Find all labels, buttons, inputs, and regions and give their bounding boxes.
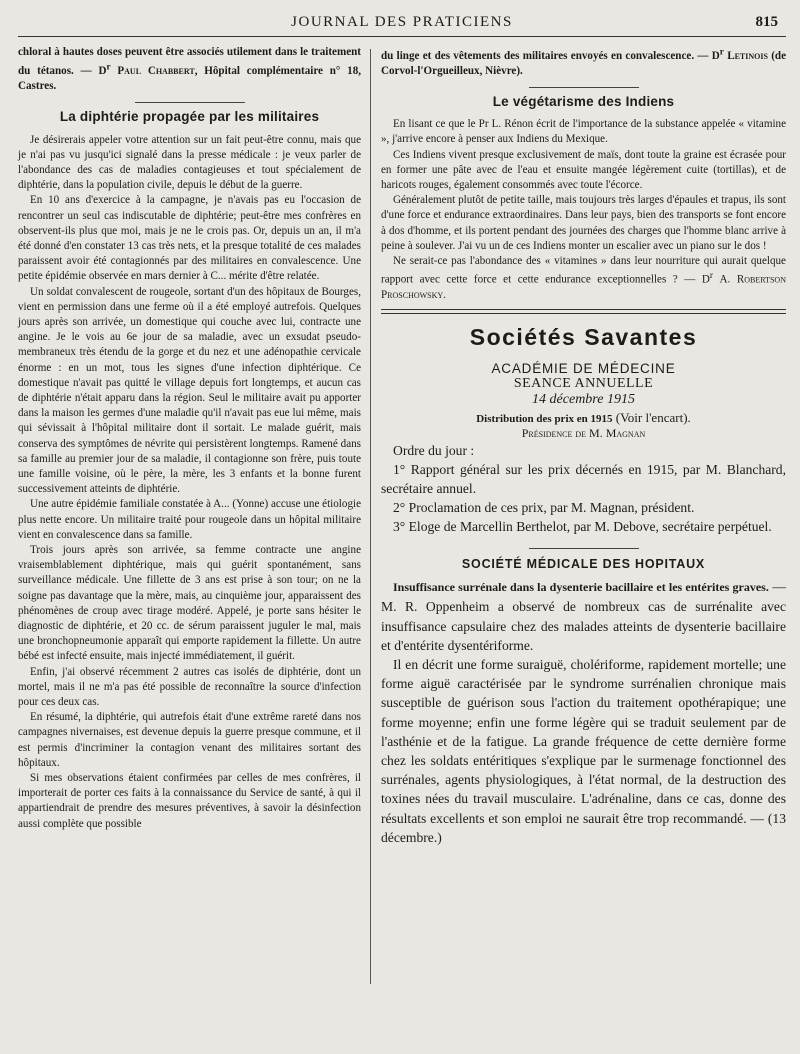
article-separator xyxy=(529,87,639,88)
article-paragraph: Enfin, j'ai observé récemment 2 autres cas isolés de diphtérie, dont un mortel, mais il ne m'a pas été possible de reconnaître la source d'infection pour ces deux cas. xyxy=(18,665,361,709)
article-paragraph: Ces Indiens vivent presque exclusivement de maïs, dont toute la graine est écrasée pour en former une pâte avec de l'eau et ensuite mangée légèrement cuite (tortillas), et de haricots rouges, également consommés avec toute l'écorce. xyxy=(381,148,786,191)
two-column-body xyxy=(18,45,786,984)
article-paragraph: Une autre épidémie familiale constatée à A... (Yonne) accuse une étiologie plus nette encore. Un militaire traité pour rougeole dans un hôpital militaire vient en convalescence dans sa famille. xyxy=(18,498,361,541)
article-title-vegetarianism: Le végétarisme des Indiens xyxy=(492,94,675,110)
running-head xyxy=(18,10,786,37)
left-column xyxy=(18,45,370,984)
report-paragraph: Insuffisance surrénale dans la dysenterie bacillaire et les entérites graves. — M. R. Oppenheim a observé de nombreux cas de surrénalite avec insuffisance capsulaire chez des malades atteints de dysenterie bacillaire et d'entérite dysentériforme. xyxy=(381,579,786,653)
vegetarianism-article xyxy=(381,117,786,303)
hopitaux-report xyxy=(381,577,786,847)
previous-article-ending: chloral à hautes doses peuvent être associés utilement dans le traitement du tétanos. — $D^r$ Paul Chabbert, Hôpital complémentaire n° 18, Castres. xyxy=(18,46,362,93)
agenda-item: 2° Proclamation de ces prix, par M. Magnan, président. xyxy=(393,500,695,516)
article-paragraph: Généralement plutôt de petite taille, mais toujours très larges d'épaules et trapus, ils sont d'une force et endurance extraordinaires. Dans leur pays, bien des transports se font encore à dos d'homme, et ils portent pendant des journées des charges que l'homme blanc arrive à peine à soulever. J'ai vu un de ces Indiens monter un escalier avec un piano sur le dos ! xyxy=(381,194,786,252)
article-separator xyxy=(135,102,245,103)
agenda xyxy=(381,441,786,536)
article-paragraph: Je désirerais appeler votre attention sur un fait peut-être connu, mais que je n'ai pas vu jusqu'ici signalé dans la presse médicale : je veux parler de l'abondance des cas de maladies contagieuses et tout spécialement de diphtérie, dans la population civile, depuis le début de la guerre. xyxy=(18,133,361,192)
article-paragraph: En 10 ans d'exercice à la campagne, je n'avais pas eu l'occasion de rencontrer un seul cas indiscutable de diphtérie; peut-être mes confrères en observent-ils plus que moi, mais je ne le crois pas. Or, depuis un an, il m'a été donné d'en constater 13 cas très nets, et la presque totalité de ces malades paraissent avoir été contagionnés par des militaires en convalescence. Une petite épidémie observée en mars dernier à C... mérite d'être relatée. xyxy=(18,194,361,283)
article-paragraph: Trois jours après son arrivée, sa femme contracte une angine vraisemblablement diphtérique, mais qui guérit spontanément, sans surveillance médicale. Une fillette de 3 ans est prise à son tour; on ne la soigne pas davantage que la mère, mais, au cinquième jour, apparaissent des phénomènes de croup avec tirage modéré. Appelé, je porte sans hésiter le diagnostic de diphtérie, et 20 cc. de sérum paraissent juguler le mal, mais une bronchopneumonie apparaît qui emporte rapidement la fillette. Un autre bébé est infecté ensuite, mais injecté immédiatement, il guérit. xyxy=(18,543,361,663)
section-double-rule xyxy=(381,309,786,314)
article-paragraph: En résumé, la diphtérie, qui autrefois était d'une extrême rareté dans nos campagnes nivernaises, est devenue depuis la guerre presque commune, et il est permis d'incriminer la contagion venant des militaires sortant des hôpitaux. xyxy=(18,711,361,769)
article-paragraph: Un soldat convalescent de rougeole, sortant d'un des hôpitaux de Bourges, vient en permission dans une ferme où il a été employé autrefois. Quelques jours après son arrivée, un domestique qui couche avec lui, contracte une angine. Je le vois au 6e jour de sa maladie, avec un exsudat pseudo-membraneux très étendu de la gorge et du nez et une adénopathie cervicale énorme : en un mot, tous les signes d'une infection diphtérique. Ce domestique n'avait pas quitté le village depuis fort longtemps, et aucun cas de diphtérie n'était apparu dans la région. Seul le militaire avait pu apporter dans la maison les germes d'une maladie qu'il n'avait pas eue lui même, mais qui sévissait à l'hôpital militaire dont il sortait. Le malade guérit, mais conserva des symptômes de névrite qui persistèrent longtemps. Ramené dans sa famille au premier jour de sa maladie, il contagionne son frère, puis toute une famille voisine, où le père, la mère, les 3 enfants et la bonne furent successivement atteints de diphtérie. xyxy=(18,285,361,496)
agenda-item: 3° Eloge de Marcellin Berthelot, par M. Debove, secrétaire perpétuel. xyxy=(393,519,772,535)
agenda-item: 1° Rapport général sur les prix décernés en 1915, par M. Blanchard, secrétaire annuel. xyxy=(381,462,786,497)
article-paragraph: Ne serait-ce pas l'abondance des « vitamines » dans leur nourriture qui aurait quelque rapport avec cette force et cette endurance exceptionnelles ? — $D^r$ A. Robertson Proschowsky. xyxy=(381,254,786,302)
society-heading-hopitaux: SOCIÉTÉ MÉDICALE DES HOPITAUX xyxy=(461,557,706,572)
article-paragraph: En lisant ce que le Pr L. Rénon écrit de l'importance de la substance appelée « vitamine », j'arrive encore à penser aux Indiens du Mexique. xyxy=(381,118,786,146)
prize-distribution-line: Distribution des prix en 1915 (Voir l'encart). xyxy=(476,410,691,426)
agenda-title: Ordre du jour : xyxy=(393,443,475,459)
report-paragraph: Il en décrit une forme suraiguë, cholériforme, rapidement mortelle; une forme aiguë caractérisée par le syndrome surrénalien chronique mais susceptible de guérison sous l'action du traitement opothérapique; une forme moyenne; enfin une forme légère qui se traduit seulement par de l'asthénie et de la fatigue. La grande fréquence de cette dernière forme chez les soldats entéritiques s'explique par le surmenage fonctionnel des surrénales, agents physiologiques, à l'état normal, de la destruction des toxines nées du travail musculaire. L'adrénaline, dans ce cas, donne des résultats excellents et son emploi ne saurait être trop recommandé. — (13 décembre.) xyxy=(381,657,786,845)
article-title-diphtheria: La diphtérie propagée par les militaires xyxy=(59,109,320,125)
presidency-line: Présidence de M. Magnan xyxy=(521,426,646,441)
section-title-societes: Sociétés Savantes xyxy=(469,324,698,351)
session-heading: SEANCE ANNUELLE xyxy=(513,376,654,392)
article-separator xyxy=(529,548,639,549)
continued-article-ending: du linge et des vêtements des militaires envoyés en convalescence. — $D^r$ Letinois (de Corvol-l'Orgueilleux, Nièvre). xyxy=(381,47,787,77)
session-date: 14 décembre 1915 xyxy=(532,392,635,408)
article-paragraph: Si mes observations étaient confirmées par celles de mes confrères, il importerait de porter ces faits à la connaissance du Service de santé, à qui il appartiendrait de prendre des mesures préventives, à savoir la désinfection aussi complète que possible xyxy=(18,772,361,830)
journal-title: JOURNAL DES PRATICIENS xyxy=(291,14,513,30)
academy-heading: ACADÉMIE DE MÉDECINE xyxy=(491,361,676,377)
right-column xyxy=(371,45,786,984)
page-number: 815 xyxy=(755,14,778,30)
